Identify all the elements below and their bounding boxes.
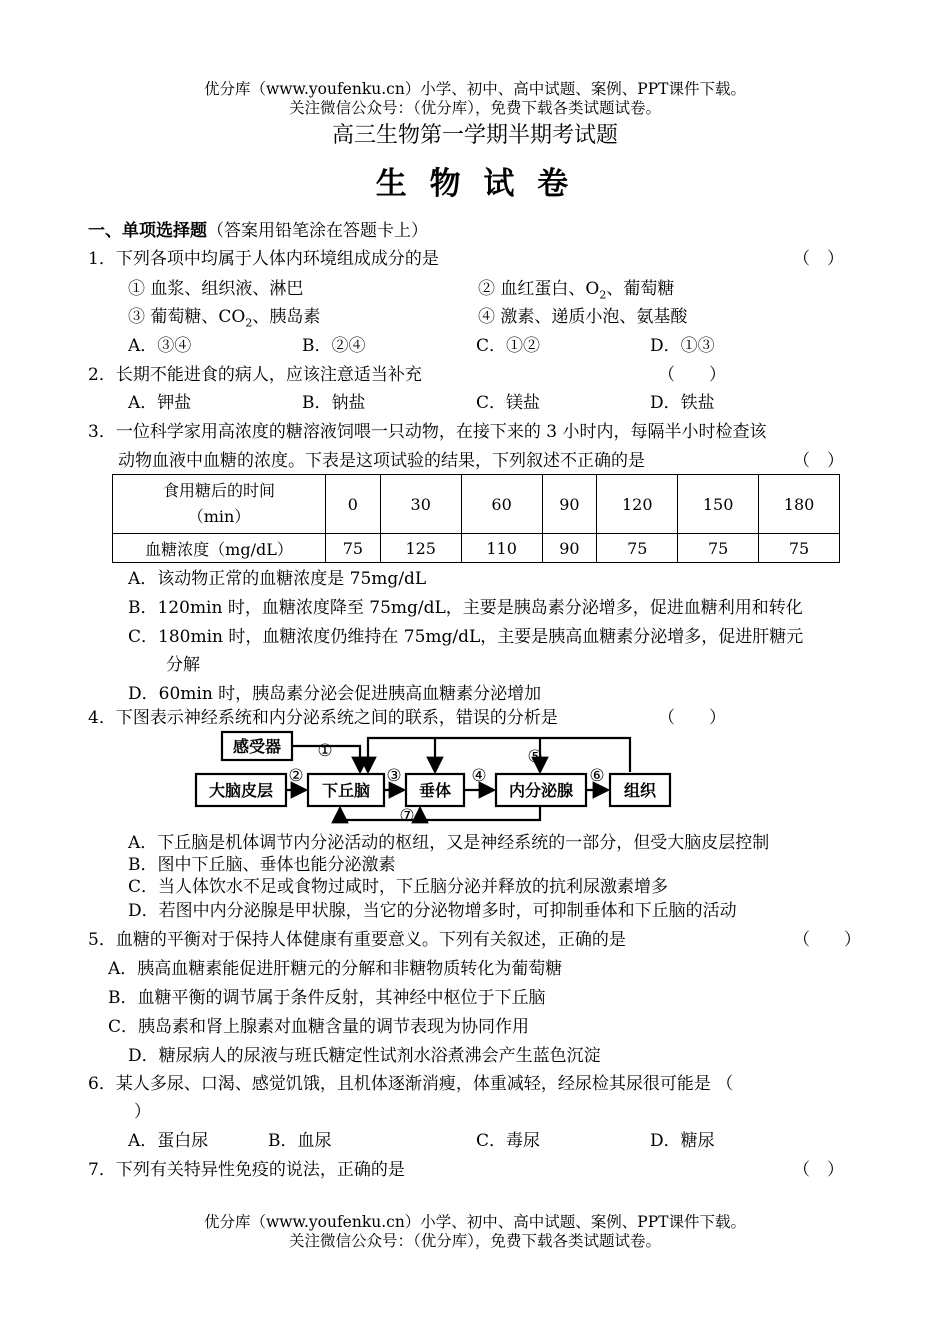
label-4: ④ [471,766,487,786]
pituitary-label: 垂体 [418,781,452,800]
table-header-glucose: 血糖浓度（mg/dL） [113,534,326,563]
q1-item-2-sub: 2 [599,288,607,302]
table-cell: 30 [380,475,461,534]
gland-label: 内分泌腺 [508,781,574,800]
paper-title: 生 物 试 卷 [375,166,575,202]
q1-item-2-a: ② 血红蛋白、O [478,279,600,299]
q1-stem: 1．下列各项中均属于人体内环境组成成分的是 [88,249,439,269]
q6-option-d: D．糖尿 [650,1131,715,1151]
q3-answer-blank: （ ） [793,451,844,471]
table-cell: 75 [597,534,678,563]
exam-title: 高三生物第一学期半期考试题 [331,123,618,148]
q6-stem: 6．某人多尿、口渴、感觉饥饿，且机体逐渐消瘦，体重减轻，经尿检其尿很可能是 （ [88,1074,734,1094]
q5-option-c: C．胰岛素和肾上腺素对血糖含量的调节表现为协同作用 [108,1017,530,1037]
receptor-label: 感受器 [232,737,282,756]
table-header-time [113,475,326,534]
q1-option-a: A．③④ [128,336,192,356]
glucose-table [112,474,840,563]
label-3: ③ [386,766,402,786]
section-heading [88,220,428,242]
q1-item-2-b: 、葡萄糖 [606,279,675,299]
q2-option-d: D．铁盐 [650,393,715,413]
label-5: ⑤ [527,747,543,767]
header-line-1: 优分库（www.youfenku.cn）小学、初中、高中试题、案例、PPT课件下载。 [203,80,747,98]
q6-option-a: A．蛋白尿 [128,1131,209,1151]
q2-option-b: B．钠盐 [302,393,366,413]
q1-item-2 [478,278,674,306]
q4-option-a: A．下丘脑是机体调节内分泌活动的枢纽，又是神经系统的一部分，但受大脑皮层控制 [128,833,770,853]
q1-item-3-a: ③ 葡萄糖、CO [128,307,246,327]
hypothalamus-label: 下丘脑 [321,781,371,800]
tissue-label: 组织 [623,781,657,800]
table-cell: 0 [326,475,381,534]
table-cell: 120 [597,475,678,534]
q5-answer-blank: （ ） [793,930,861,950]
q3-option-b: B．120min 时，血糖浓度降至 75mg/dL，主要是胰岛素分泌增多，促进血糖利用和转化 [128,598,803,618]
label-1: ① [317,741,333,761]
table-cell: 90 [542,534,597,563]
table-header-time-line-1: 食用糖后的时间 [162,481,275,500]
q2-option-c: C．镁盐 [476,393,541,413]
q1-option-b: B．②④ [302,336,366,356]
q5-stem: 5．血糖的平衡对于保持人体健康有重要意义。下列有关叙述，正确的是 [88,930,626,950]
nervous-endocrine-diagram [190,728,680,828]
q3-option-d: D．60min 时，胰岛素分泌会促进胰高血糖素分泌增加 [128,684,542,704]
q6-option-b: B．血尿 [268,1131,332,1151]
q3-option-c-line-1: C．180min 时，血糖浓度仍维持在 75mg/dL，主要是胰高血糖素分泌增多，促进肝糖元 [128,627,804,647]
section-heading-label: 一、单项选择题 [88,221,207,241]
q1-item-3-b: 、胰岛素 [252,307,321,327]
q3-option-c-line-2: 分解 [166,655,200,675]
q2-answer-blank: （ ） [658,365,726,385]
table-header-time-line-2: （min） [187,507,251,526]
q1-item-3-sub: 2 [245,316,253,330]
q1-item-1: ① 血浆、组织液、淋巴 [128,279,304,299]
q4-stem: 4．下图表示神经系统和内分泌系统之间的联系，错误的分析是 [88,708,558,728]
table-cell: 180 [759,475,840,534]
q1-option-c: C．①② [476,336,541,356]
table-cell: 110 [461,534,542,563]
q7-answer-blank: （ ） [793,1160,844,1180]
q2-stem: 2．长期不能进食的病人，应该注意适当补充 [88,365,422,385]
q3-stem-line-1: 3．一位科学家用高浓度的糖溶液饲喂一只动物，在接下来的 3 小时内，每隔半小时检查该 [88,422,767,442]
q4-option-c: C．当人体饮水不足或食物过咸时，下丘脑分泌并释放的抗利尿激素增多 [128,877,669,897]
table-cell: 150 [678,475,759,534]
q5-option-a: A．胰高血糖素能促进肝糖元的分解和非糖物质转化为葡萄糖 [108,959,563,979]
q3-stem-line-2: 动物血液中血糖的浓度。下表是这项试验的结果，下列叙述不正确的是 [118,451,645,471]
q4-answer-blank: （ ） [658,708,726,728]
section-note: （答案用铅笔涂在答题卡上） [207,221,428,241]
q5-option-d: D．糖尿病人的尿液与班氏糖定性试剂水浴煮沸会产生蓝色沉淀 [128,1046,601,1066]
q4-option-b: B．图中下丘脑、垂体也能分泌激素 [128,855,396,875]
footer-line-2: 关注微信公众号：（优分库），免费下载各类试题试卷。 [288,1232,661,1250]
cortex-label: 大脑皮层 [208,781,274,800]
q1-answer-blank: （ ） [793,249,844,269]
q7-stem: 7．下列有关特异性免疫的说法，正确的是 [88,1160,405,1180]
label-6: ⑥ [589,766,605,786]
q5-option-b: B．血糖平衡的调节属于条件反射，其神经中枢位于下丘脑 [108,988,546,1008]
q4-option-d: D．若图中内分泌腺是甲状腺，当它的分泌物增多时，可抑制垂体和下丘脑的活动 [128,901,737,921]
q6-answer-close: ） [134,1102,151,1122]
q6-option-c: C．毒尿 [476,1131,541,1151]
table-row-time [113,475,840,534]
arrow-7-hypothalamus [340,806,540,820]
q2-option-a: A．钾盐 [128,393,192,413]
table-row-glucose [113,534,840,563]
header-line-2: 关注微信公众号：（优分库），免费下载各类试题试卷。 [288,99,661,117]
table-cell: 60 [461,475,542,534]
table-cell: 125 [380,534,461,563]
q1-item-4: ④ 激素、递质小泡、氨基酸 [478,307,688,327]
q1-option-d: D．①③ [650,336,715,356]
label-2: ② [288,766,304,786]
table-cell: 90 [542,475,597,534]
table-cell: 75 [678,534,759,563]
label-7: ⑦ [399,806,415,826]
q1-item-3 [128,306,320,334]
q3-option-a: A．该动物正常的血糖浓度是 75mg/dL [128,569,427,589]
table-cell: 75 [759,534,840,563]
table-cell: 75 [326,534,381,563]
footer-line-1: 优分库（www.youfenku.cn）小学、初中、高中试题、案例、PPT课件下载。 [203,1213,747,1231]
